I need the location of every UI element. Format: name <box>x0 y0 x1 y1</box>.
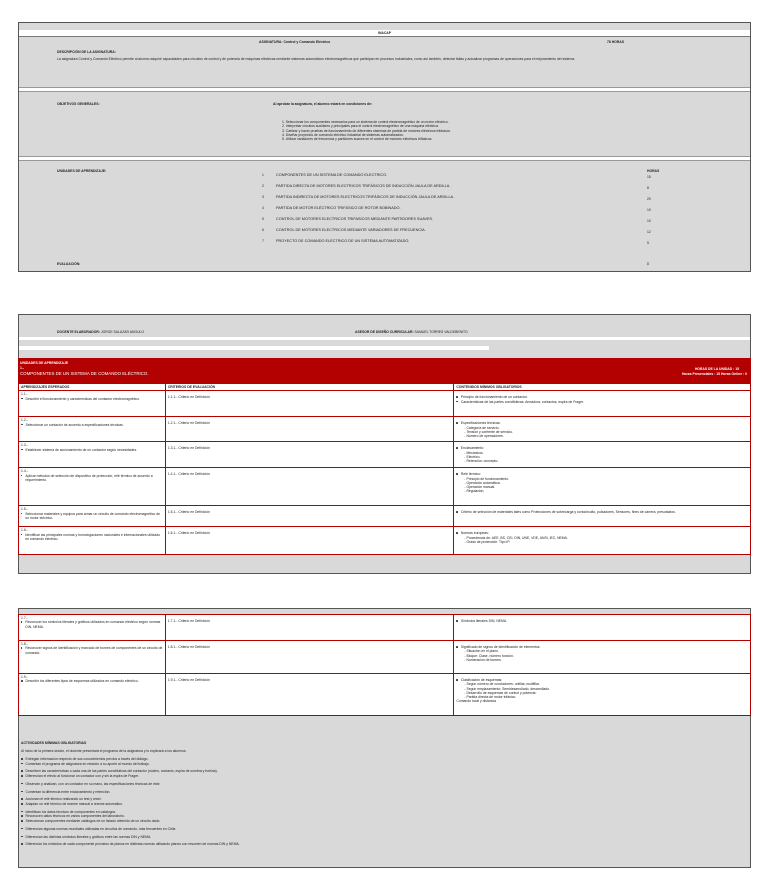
objective-item: 2. Interpretar circuitos auxiliares y principales para el control electromagnético de una máquina eléctrica. <box>282 124 439 129</box>
activity-text: Observan y analizan, con un contactor en su mano, las especificaciones técnicas de éste. <box>25 781 161 786</box>
objectives-list <box>282 120 451 141</box>
activity-item <box>21 774 139 778</box>
unit-number: 2 <box>262 184 264 188</box>
learning-outcome-text <box>21 646 163 655</box>
objective-item: 4. Diseñar proyectos de comando eléctrico industrial de sistemas automatizados. <box>282 132 404 137</box>
bullet-icon <box>456 646 458 648</box>
unit-hours: 10 <box>647 208 651 212</box>
criterion-cell <box>165 527 454 555</box>
content-text: - Operación automática. <box>464 480 501 485</box>
learning-outcome-cell <box>19 615 166 641</box>
bullet-icon <box>21 647 22 649</box>
content-item <box>456 489 748 493</box>
unit-hours: 8 <box>647 186 649 190</box>
objectives-intro: Al aprobar la asignatura, el alumno estará en condiciones de: <box>273 102 373 106</box>
content-list <box>456 472 748 493</box>
learning-outcome-number: 1.7.- <box>21 616 28 620</box>
unit-number: 1 <box>262 173 264 177</box>
content-text: - Categoría de servicio. <box>464 425 500 430</box>
content-text: Características de las partes constitutivas: Armadura, contactos, espira de Frager. <box>460 399 584 404</box>
content-text: Especificaciones técnicas: <box>460 421 501 426</box>
bullet-icon <box>456 401 458 403</box>
objectives-label: OBJETIVOS GENERALES: <box>57 102 100 106</box>
learning-outcome-number: 1.8.- <box>21 642 28 646</box>
page-1 <box>18 22 751 272</box>
learning-outcome-cell <box>19 527 166 555</box>
objective-item: 5. Utilizar variadores de frecuencia y partidores suaves en el control de motores eléctricos trifásicos. <box>282 137 433 141</box>
activity-text: Seleccionan componentes mediante catálogos de un listado obtenido de un circuito dado. <box>25 819 161 823</box>
activity-item <box>21 790 110 794</box>
content-text: - Grado de protección. Tipo IP. <box>464 539 511 544</box>
content-text: Enclavamiento: <box>460 446 485 451</box>
bullet-icon <box>456 396 458 398</box>
criterion-cell <box>165 442 454 468</box>
bullet-icon <box>21 621 22 623</box>
advisor-label: ASESOR DE DISEÑO CURRICULAR: <box>355 330 414 334</box>
subject-name: Control y Comando Eléctrico <box>283 40 331 44</box>
learning-outcome-text <box>21 512 163 521</box>
learning-outcome-cell <box>19 641 166 674</box>
content-text: Significado de signos de identificación de elementos. <box>460 645 541 649</box>
bullet-icon <box>21 770 23 772</box>
activity-text: Identifican los datos técnicos de componentes en catálogos. <box>25 809 116 814</box>
learning-outcome-text <box>21 533 163 542</box>
content-text: Símbolos literales DIN, NEMA. <box>460 619 508 623</box>
bullet-icon <box>21 791 23 793</box>
content-item <box>456 459 748 463</box>
description-label: DESCRIPCIÓN DE LA ASIGNATURA: <box>57 50 116 54</box>
content-cell <box>454 674 751 716</box>
divider <box>19 156 750 161</box>
criterion-cell <box>165 417 454 442</box>
criterion-text: 1.9.1.- Criterio en Definición <box>167 678 210 682</box>
learning-outcome-text <box>21 397 163 401</box>
learning-outcome-number: 1.2.- <box>21 418 28 423</box>
learning-outcome: Reconocer los símbolos literales y gráficos utilizados en comando eléctrico según normas DIN, NEMA. <box>25 620 161 629</box>
activities-label: ACTIVIDADES MÍNIMAS OBLIGATORIAS <box>21 741 87 745</box>
teacher-line <box>57 330 144 334</box>
criterion-text: 1.8.1.- Criterio en Definición <box>167 645 210 649</box>
table-row <box>19 442 751 468</box>
unit-name: CONTROL DE MOTORES ELECTRICOS MEDIANTE VARIADORES DE FRECUENCIA. <box>276 228 426 232</box>
unit-hours: 12 <box>647 230 651 234</box>
learning-outcome-cell <box>19 506 166 527</box>
unit-number: 4 <box>262 206 264 210</box>
content-text: - Partida directa de motor trifásico. <box>464 695 517 699</box>
table-row <box>19 615 751 641</box>
learning-outcome-text <box>21 620 163 629</box>
learning-outcome: Describir los diferentes tipos de esquemas utilizados en comando eléctrico. <box>25 679 139 684</box>
unit-number: 3 <box>262 195 264 199</box>
table-row <box>19 468 751 506</box>
description-text: La asignatura Control y Comando Eléctrico permite al alumno adquirir capacidades para circuitos de control y de potencia de máquinas eléctricas mediante sistemas automáticos electromagnéticos que participan en procesos Industriales, como así también, detectar fallas y actualizar programas de operaciones para el mejoramiento del sistema. <box>57 57 576 61</box>
learning-outcome-text <box>21 679 163 683</box>
divider <box>19 346 489 350</box>
evaluation-hours: 8 <box>647 262 649 266</box>
unit-hours: HORAS DE LA UNIDAD : 15 <box>694 367 739 371</box>
bullet-icon <box>21 398 23 400</box>
bullet-icon <box>21 843 23 845</box>
col-header: APRENDIZAJES ESPERADOS <box>19 384 166 391</box>
criterion-cell <box>165 615 454 641</box>
criterion-text: 1.3.1.- Criterio en Definición <box>167 446 210 451</box>
unit-name: COMPONENTES DE UN SISTEMA DE COMANDO ELECTRICO. <box>276 173 388 177</box>
bullet-icon <box>21 820 23 822</box>
content-text: - Situación en el plano. <box>464 649 499 654</box>
learning-outcome-number: 1.1.- <box>21 392 28 397</box>
hours-total: 78 HORAS <box>607 40 624 44</box>
learning-outcome-number: 1.4.- <box>21 469 28 474</box>
content-item <box>456 434 748 438</box>
activity-text: Diferencian las distintas símbolos literales y gráficos entre las normas DIN y NEMA. <box>25 834 152 839</box>
learning-outcome-text <box>21 448 163 452</box>
teacher-name: JORGE SALAZAR ANGULO <box>100 330 145 334</box>
divider <box>19 337 750 340</box>
learning-outcome-number: 1.6.- <box>21 528 28 533</box>
content-text: - Regulación. <box>464 489 485 494</box>
institution-name: INACAP <box>378 31 391 35</box>
col-header: CRITERIOS DE EVALUACIÓN <box>165 384 454 391</box>
unit-name: PARTIDA DE MOTOR ELÉCTRICO TRIFÁSICO DE ROTOR BOBINADO. <box>276 206 401 210</box>
learning-outcome-cell <box>19 468 166 506</box>
bullet-icon <box>21 798 23 800</box>
unit-number: 1.- <box>20 366 24 370</box>
learning-outcome: Describir el funcionamiento y características del contactor electromagnético. <box>25 396 140 401</box>
advisor-name: SAMUEL TORRES VALDEBENITO <box>414 330 468 334</box>
learning-outcome-number: 1.3.- <box>21 443 28 448</box>
unit-label: UNIDADES DE APRENDIZAJE <box>20 361 69 365</box>
criterion-text: 1.1.1.- Criterio en Definición <box>167 395 210 400</box>
teacher-label: DOCENTE ELABORADOR: <box>57 330 100 334</box>
bullet-icon <box>21 763 23 765</box>
unit-number: 6 <box>262 228 264 232</box>
activity-item <box>21 769 218 773</box>
unit-hours: 15 <box>647 175 651 179</box>
bullet-icon <box>21 758 23 760</box>
content-cell <box>454 417 751 442</box>
content-text: - Principio de funcionamiento. <box>464 476 510 481</box>
content-text: - Tensión y corriente de servicio. <box>464 429 513 434</box>
bullet-icon <box>456 511 458 513</box>
content-list <box>456 531 748 544</box>
content-text: Normas europeas: <box>460 531 489 536</box>
unit-number: 7 <box>262 239 264 243</box>
learning-outcome-number: 1.9.- <box>21 675 28 679</box>
learning-outcome-text <box>21 423 163 427</box>
subject-label: ASIGNATURA: <box>259 40 283 44</box>
unit-name: CONTROL DE MOTORES ELECTRICOS TRIFASICOS MEDIANTE PARTIDORES SUAVES. <box>276 217 434 221</box>
unit-title: COMPONENTES DE UN SISTEMA DE COMANDO ELÉCTRICO. <box>20 371 149 376</box>
content-text: - Retención: concepto. <box>464 459 499 463</box>
bullet-icon <box>456 532 458 534</box>
learning-outcome: Identificar las principales normas y homologaciones nacionales e internacionales utilizado en comando eléctrico. <box>25 532 160 541</box>
unit-hours: 20 <box>647 197 651 201</box>
learning-outcome-cell <box>19 391 166 417</box>
unit-number: 5 <box>262 217 264 221</box>
bullet-icon <box>21 680 23 682</box>
advisor-line <box>355 330 468 334</box>
content-text: Comando local y distancia <box>456 699 496 704</box>
content-text: - Desarrollo de esquemas de control y potencia: <box>464 690 537 695</box>
activity-item <box>21 782 160 786</box>
content-text: - Según número de conductores: unifilar, multifilar. <box>464 682 540 687</box>
content-list <box>456 395 748 404</box>
unit-name: PARTIDA DIRECTA DE MOTORES ELECTRICOS TRIFÁSICOS DE INDUCCIÓN JAULA DE ARDILLA. <box>276 184 451 188</box>
activity-text: Comentan la diferencia entre enclavamiento y retención. <box>25 789 111 794</box>
content-item <box>456 699 748 703</box>
content-text: - Bloque: Clase, número función. <box>464 653 514 658</box>
activity-text: Adaptan un relé térmico de rearme manual a rearme automático. <box>25 802 123 806</box>
unit-table <box>18 383 751 555</box>
content-text: - Eléctrico. <box>464 454 481 459</box>
unit-header <box>18 358 751 383</box>
units-label: UNIDADES DE APRENDIZAJE: <box>57 169 107 173</box>
activity-item <box>21 762 150 766</box>
activity-item <box>21 797 101 801</box>
activity-item <box>21 827 176 831</box>
bullet-icon <box>21 775 23 777</box>
criterion-cell <box>165 506 454 527</box>
activity-text: Diferencian el efecto al funcionar un contactor con y sin la espira de Frager. <box>25 774 139 778</box>
page-2 <box>18 314 751 574</box>
content-item <box>456 540 748 544</box>
bullet-icon <box>456 447 458 449</box>
table-header-row <box>19 384 751 391</box>
content-text: Clasificación de esquemas: <box>460 678 503 682</box>
activity-text: Diferenciar los símbolos de cada componente provistos de planos en distintas normas utilizando planos con resumen de normas DIN y NEMA. <box>25 842 240 847</box>
learning-outcome: Seleccionar un contactor de acuerdo a especificaciones técnicas. <box>25 422 124 427</box>
content-cell <box>454 615 751 641</box>
page-3 <box>18 608 751 868</box>
content-cell <box>454 641 751 674</box>
activities-intro: Al inicio de la primera sesión, el docente presentará el programa de la asignatura y lo explicará a los alumnos. <box>21 749 187 753</box>
unit-table-continued <box>18 614 751 716</box>
learning-outcome-text <box>21 474 163 483</box>
content-text: - Mecánicos. <box>464 450 484 455</box>
content-list <box>456 619 748 623</box>
objective-item: 3. Cablear y hacer pruebas de funcionamiento de diferentes sistemas de partida de motores eléctricos trifásicos. <box>282 128 451 133</box>
unit-name: PARTIDA INDIRECTA DE MOTORES ELECTRICOS TRIFÁSICOS DE INDUCCIÓN JAULA DE ARDILLA. <box>276 195 455 199</box>
activity-item <box>21 842 240 846</box>
content-item <box>456 619 748 623</box>
activity-text: Diferencian algunas normas mundiales utilizadas en circuitos de comando, más frecuentes en Chile. <box>25 826 177 831</box>
table-row <box>19 674 751 716</box>
col-header: CONTENIDOS MÍNIMOS OBLIGATORIOS <box>454 384 751 391</box>
learning-outcome: Reconocer signos de identificación y marcado de bornes de componentes de un circuito de comando. <box>25 646 163 655</box>
activity-item <box>21 835 151 839</box>
table-row <box>19 506 751 527</box>
criterion-text: 1.4.1.- Criterio en Definición <box>167 472 210 477</box>
bullet-icon <box>21 424 23 426</box>
bullet-icon <box>21 803 23 805</box>
content-text: Principio de funcionamiento de un contactor. <box>460 395 528 400</box>
criterion-cell <box>165 391 454 417</box>
unit-name: PROYECTO DE COMANDO ELECTRICO DE UN SISTEMA AUTOMATIZADO. <box>276 239 410 243</box>
divider <box>19 87 750 92</box>
table-row <box>19 641 751 674</box>
unit-hours: 10 <box>647 219 651 223</box>
content-text: - Procedencia de: AEE, BS, CEI, DIN, UNE, VDE, ANSI, IEC, NEMA. <box>464 535 568 540</box>
criterion-cell <box>165 641 454 674</box>
content-cell <box>454 391 751 417</box>
content-item <box>456 400 748 404</box>
content-text: - Número de operaciones. <box>464 434 504 438</box>
content-text: - Operación manual. <box>464 485 496 489</box>
activity-text: Describen las características o cada una de las partes constitutivas del contactor (núcleo, contacto, espira de sombra y bobina). <box>25 769 218 774</box>
content-text: Relé térmico: <box>460 472 481 477</box>
content-item <box>456 658 748 662</box>
learning-outcome: Establecer sistema de accionamiento de un contactor según necesidades. <box>25 447 138 452</box>
activity-text: Accionan el relé térmico realizando un test y reset. <box>25 797 102 802</box>
units-hours-header: HORAS <box>647 169 660 173</box>
content-text: - Numeración de bornes. <box>464 657 502 662</box>
content-text: - Según emplazamiento: Semidesarrollado, desarrollado. <box>464 686 550 691</box>
criterion-text: 1.7.1.- Criterio en Definición <box>167 619 210 623</box>
content-cell <box>454 468 751 506</box>
unit-hours-split: Horas Presenciales : 15 Horas Online : 0 <box>681 372 747 376</box>
bullet-icon <box>456 620 458 622</box>
learning-outcome-cell <box>19 674 166 716</box>
table-row <box>19 527 751 555</box>
bullet-icon <box>21 836 23 838</box>
evaluation-label: EVALUACIÓN: <box>57 262 81 266</box>
content-list <box>456 446 748 463</box>
bullet-icon <box>21 828 23 830</box>
table-row <box>19 391 751 417</box>
bullet-icon <box>456 473 458 475</box>
content-cell <box>454 506 751 527</box>
criterion-text: 1.2.1.- Criterio en Definición <box>167 421 210 426</box>
content-list <box>456 678 748 704</box>
table-row <box>19 417 751 442</box>
content-item <box>456 510 748 514</box>
bullet-icon <box>21 475 22 477</box>
learning-outcome-cell <box>19 442 166 468</box>
bullet-icon <box>456 679 458 681</box>
criterion-cell <box>165 468 454 506</box>
bullet-icon <box>21 783 23 785</box>
learning-outcome-cell <box>19 417 166 442</box>
content-list <box>456 510 748 514</box>
bullet-icon <box>21 534 22 536</box>
criterion-text: 1.6.1.- Criterio en Definición <box>167 531 210 536</box>
learning-outcome-number: 1.5.- <box>21 507 28 512</box>
bullet-icon <box>456 422 458 424</box>
content-list <box>456 645 748 662</box>
bullet-icon <box>21 815 23 817</box>
unit-hours: 5 <box>647 241 649 245</box>
subject-line <box>259 40 330 44</box>
bullet-icon <box>21 811 23 813</box>
bullet-icon <box>21 513 22 515</box>
activity-text: Entregan información respecto de sus conocimientos previos a través del diálogo. <box>25 757 149 761</box>
criterion-cell <box>165 674 454 716</box>
content-text: Criterio de selección de materiales tales como Protecciones de sobrecarga y cortocircuito, pulsadores, Sensores, fines de carrera, presostatos. <box>460 510 676 515</box>
content-cell <box>454 442 751 468</box>
content-list <box>456 421 748 438</box>
learning-outcome: Aplicar métodos de selección de dispositivo de protección, relé térmico de acuerdo a requerimiento. <box>25 473 153 482</box>
objective-item: 1. Seleccionar los componentes necesarios para un sistema de control electromagnético de un motor eléctrico. <box>282 120 449 124</box>
criterion-text: 1.5.1.- Criterio en Definición <box>167 510 210 515</box>
bullet-icon <box>21 449 23 451</box>
activity-text: Reconocen datos técnicos en varios componentes del laboratorio. <box>25 814 125 819</box>
activity-item <box>21 802 123 806</box>
content-cell <box>454 527 751 555</box>
activity-text: Comentan el programa de asignatura en relación a su aporte al mundo del trabajo. <box>25 761 150 766</box>
activity-item <box>21 814 125 818</box>
learning-outcome: Seleccionar materiales y equipos para armar un circuito de comando electromagnético de un motor eléctrico. <box>25 511 161 520</box>
header-bar <box>19 30 750 37</box>
activity-item <box>21 819 160 823</box>
